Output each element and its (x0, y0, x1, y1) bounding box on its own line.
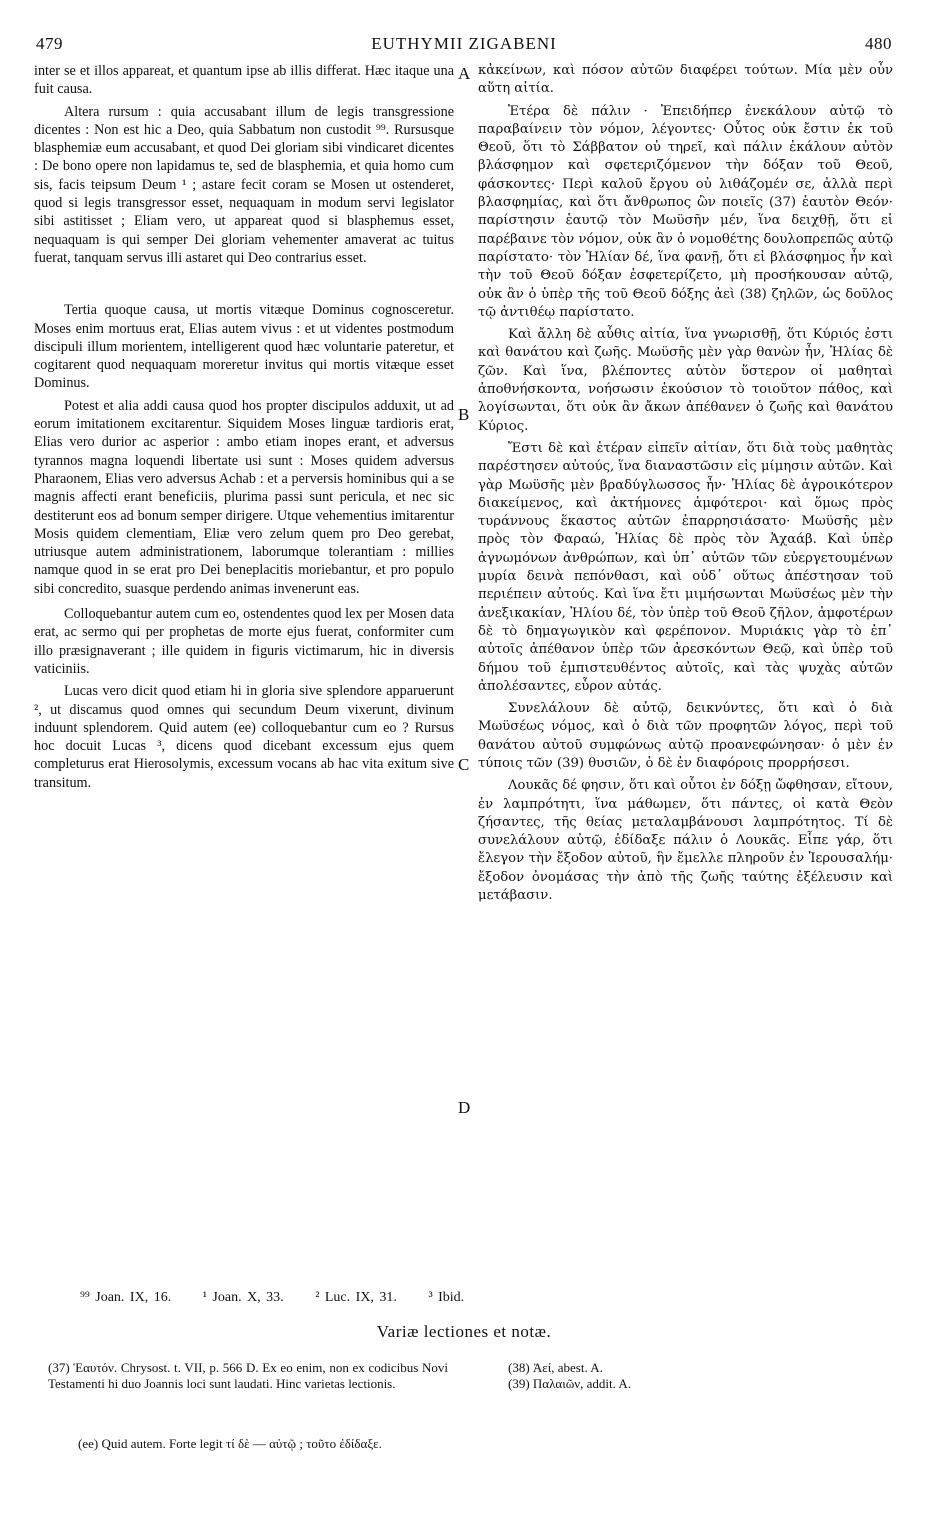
note-ee: (ee) Quid autem. Forte legit τί δὲ — αὐτῷ ; τοῦτο ἐδίδαξε. (78, 1436, 382, 1451)
left-page-number: 479 (36, 34, 63, 53)
greek-paragraph: Λουκᾶς δέ φησιν, ὅτι καὶ οὗτοι ἐν δόξῃ ὤφθησαν, εἴτουν, ἐν λαμπρότητι, ἵνα μάθωμεν, ὅτι πάντες, οἱ κατὰ Θεὸν ζήσαντες, τῆς θείας μεταλαμβάνουσι λαμπρότητος. Τί δὲ συνελάλουν αὐτῷ, ἐδίδαξε πάλιν ὁ Λουκᾶς. Εἶπε γάρ, ὅτι ἔλεγον τὴν ἔξοδον αὐτοῦ, ἣν ἔμελλε πληροῦν ἐν Ἱερουσαλήμ· ἔξοδον ὀνομάσας τὴν ἀπὸ τῆς ζωῆς ταύτης ἐξέλευσιν καὶ μετάβασιν. (478, 778, 893, 904)
latin-column (34, 62, 454, 792)
section-marker-b: B (458, 405, 470, 424)
variae-heading: Variæ lectiones et notæ. (376, 1322, 552, 1341)
greek-paragraph: κἀκείνων, καὶ πόσον αὐτῶν διαφέρει τούτων. Μία μὲν οὖν αὕτη αἰτία. (478, 63, 893, 97)
scripture-references (80, 1290, 860, 1306)
latin-paragraph: Lucas vero dicit quod etiam hi in gloria sive splendore apparuerunt ², ut discamus quod omnes qui secundum Deum vixerunt, divinum induunt splendorem. Quid autem (ee) colloquebantur cum eo ? Rursus hoc docuit Lucas ³, dicens quod dicebant excessum ejus quem completurus erat Hierosolymis, excessum vocans ab hac vita exitum sive transitum. (34, 683, 454, 791)
scripture-reference: ² Luc. IX, 31. (315, 1290, 397, 1305)
scripture-reference: ³ Ibid. (428, 1290, 465, 1305)
section-marker-c: C (458, 755, 470, 774)
section-marker-d: D (458, 1098, 471, 1117)
greek-paragraph: Καὶ ἄλλη δὲ αὖθις αἰτία, ἵνα γνωρισθῇ, ὅτι Κύριός ἐστι καὶ θανάτου καὶ ζωῆς. Μωϋσῆς μὲν γὰρ θανὼν ἦν, Ἠλίας δὲ ζῶν. Καὶ ἵνα, βλέποντες αὐτὸν ὕστερον οἱ μαθηταὶ ἀποθνήσκοντα, νοήσωσιν ἑκούσιον τὸ τοιοῦτον πάθος, καὶ λογίσωνται, ὅτι οὐκ ἂν ἄκων ἀπέθανεν ὁ ζωῆς καὶ θανάτου Κύριος. (478, 327, 893, 434)
note-38: (38) Ἀεί, abest. A. (508, 1360, 603, 1375)
section-marker-a: A (458, 64, 471, 83)
greek-paragraph: Συνελάλουν δὲ αὐτῷ, δεικνύντες, ὅτι καὶ ὁ διὰ Μωϋσέως νόμος, καὶ ὁ διὰ τῶν προφητῶν λόγος, περὶ τοῦ θανάτου αὐτοῦ συμφώνως αὐτῷ προανεφώνησαν· ὁ μὲν ἐν τύποις τῶν (39) θυσιῶν, ὁ δὲ ἐν διαφόροις προρρήσεσι. (478, 701, 893, 771)
latin-paragraph: Altera rursum : quia accusabant illum de legis transgressione dicentes : Non est hic a Deo, quia Sabbatum non custodit ⁹⁹. Rursusque blasphemiæ eum accusabant, et quod Dei gloriam sibi vindicaret dicentes : De bono opere non lapidamus te, sed de blasphemia, et quia homo cum sis, facis teipsum Deum ¹ ; astare fecit coram se Mosen ut ostenderet, quod si legis transgressor esset, nequaquam in modum servi legislator sibi astitisset ; Eliam vero, ut appareat quod si blasphemus esset, nequaquam is qui semper Dei gloriam vehementer amaverat ac tuitus fuerat, tanquam servus illi astaret qui Deo contrarius esset. (34, 103, 454, 266)
running-header (36, 34, 892, 56)
note-39: (39) Παλαιῶν, addit. A. (508, 1375, 632, 1391)
greek-paragraph: Ἑτέρα δὲ πάλιν · Ἐπειδήπερ ἐνεκάλουν αὐτῷ τὸ παραβαίνειν τὸν νόμον, λέγοντες· Οὗτος οὐκ ἔστιν ἐκ τοῦ Θεοῦ, ὅτι τὸ Σάββατον οὐ τηρεῖ, καὶ πάλιν ἐκάλουν αὐτὸν βλάσφημον καὶ σφετεριζόμενον τὴν δόξαν τοῦ Θεοῦ, φάσκοντες· Περὶ καλοῦ ἔργου οὐ λιθάζομέν σε, ἀλλὰ περὶ βλασφημίας, καὶ ὅτι ἄνθρωπος ὢν ποιεῖς (37) ἑαυτὸν Θεόν· παρίστησιν ἑαυτῷ τὸν Μωϋσῆν μέν, ἵνα δειχθῇ, ὅτι εἰ παρέβαινε τὸν νόμον, οὐκ ἂν ὁ νομοθέτης δουλοπρεπῶς αὐτῷ παρίστατο· τὸν Ἠλίαν δέ, ἵνα φανῇ, ὅτι εἰ βλάσφημος ἦν καὶ τὴν τοῦ Θεοῦ δόξαν ἐσφετερίζετο, μὴ προσήκουσαν αὐτῷ, οὐκ ἂν ὁ ὑπὲρ τῆς τοῦ Θεοῦ δόξης ἀεὶ (38) ζηλῶν, ὡς δοῦλος τῷ ἀντιθέῳ παρίστατο. (478, 103, 893, 320)
scripture-reference: ⁹⁹ Joan. IX, 16. (80, 1290, 172, 1305)
latin-paragraph: Tertia quoque causa, ut mortis vitæque Dominus cognosceretur. Moses enim mortuus erat, Elias autem vivus : et ut videntes postmodum discipuli illum morientem, intelligerent quod hæc voluntarie pateretur, et cogitarent quod nequaquam moreretur invitus qui mortis vitæque esset Dominus. (34, 302, 454, 392)
note-37: (37) Ἑαυτόν. Chrysost. t. VII, p. 566 D. Ex eo enim, non ex codicibus Novi Testamenti hi duo Joannis loci sunt laudati. Hinc varietas lectionis. (48, 1360, 448, 1391)
greek-column (478, 62, 893, 905)
scripture-reference: ¹ Joan. X, 33. (202, 1290, 284, 1305)
right-page-number: 480 (865, 34, 892, 53)
greek-paragraph: Ἔστι δὲ καὶ ἑτέραν εἰπεῖν αἰτίαν, ὅτι διὰ τοὺς μαθητὰς παρέστησεν αὐτούς, ἵνα διαναστῶσιν εἰς μίμησιν αὐτῶν. Καὶ γὰρ Μωϋσῆς μὲν βραδύγλωσσος ἦν· Ἠλίας δὲ ἀγροικότερον διακείμενος, καὶ ἀκτήμονες ἀμφότεροι· καὶ ὅμως πρὸς τυράννους ἕκαστος αὐτῶν ἐπαρρησιάσατο· Μωϋσῆς μὲν πρὸς τὸν Φαραώ, Ἠλίας δὲ πρὸς τὸν Ἀχαάβ. Καὶ ὑπὲρ ἀγνωμόνων ἀνθρώπων, καὶ ὑπ᾽ αὐτῶν τῶν εὐεργετουμένων μυρία δεινὰ πεπόνθασι, καὶ οὐδ᾽ οὕτως ἀπέστησαν τοῦ περιέπειν αὐτούς. Καὶ ἵνα ἔτι μιμήσωνται Μωϋσέως μὲν τὴν ἀνεξικακίαν, Ἠλίου δέ, τὸν ὑπὲρ τοῦ Θεοῦ ζῆλον, ἀμφοτέρων δὲ τὸ δημαγωγικὸν καὶ φερέπονον. Μυριάκις γὰρ τὸ ἐπ᾽ αὐτοῖς ἀπέθανον ὑπὲρ τῶν ἀρεσκόντων Θεῷ, καὶ ὑπὲρ τοῦ δήμου τοῦ ἐμπιστευθέντος αὐτοῖς, καὶ τὰς ψυχὰς αὐτῶν ἀπολέσαντες, εὗρον αὐτάς. (478, 440, 893, 694)
running-title: EUTHYMII ZIGABENI (371, 34, 557, 53)
latin-paragraph: Colloquebantur autem cum eo, ostendentes quod lex per Mosen data erat, ac sermo qui per prophetas de morte ejus fuerat, conformiter cum illo præsignaverant ; ille quidem in figuris victimarum, hic in diversis vaticiniis. (34, 606, 454, 677)
latin-paragraph: Potest et alia addi causa quod hos propter discipulos adduxit, ut ad eorum imitationem excitarentur. Siquidem Moses linguæ tardioris erat, Elias vero durior ac asperior : ambo etiam inopes erant, et adversus tyrannos magna loquendi libertate usi sunt : Moses quidem adversus Pharaonem, Elias vero adversus Achab : et a perversis hominibus qui a se magnis affecti erant beneficiis, plurima passi sunt pericula, et nec sic destiterunt eos ad bonum semper dirigere. Utque vehementius imitarentur Mosis quidem clementiam, Eliæ vero zelum quem pro Deo gerebat, utriusque autem administrationem, laborumque tolerantiam : millies namque quod in se erat pro Dei beneplacitis moriebantur, et pro populo sibi concredito, suasque perdendo animas invenerunt eas. (34, 397, 454, 597)
latin-paragraph: inter se et illos appareat, et quantum ipse ab illis differat. Hæc itaque una fuit causa. (34, 63, 454, 98)
notes-right-column (508, 1360, 808, 1391)
